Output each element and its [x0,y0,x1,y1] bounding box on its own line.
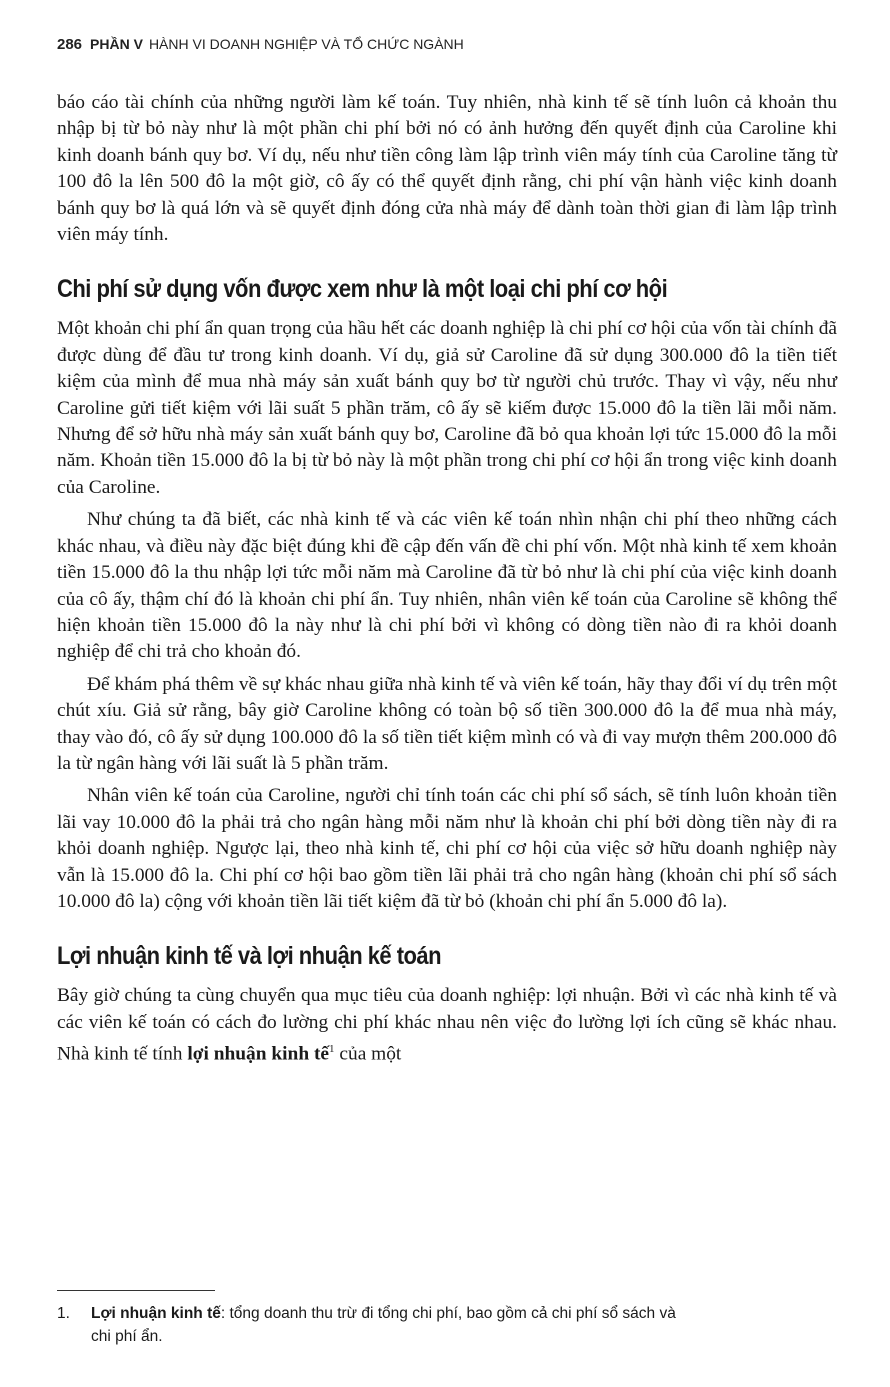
part-title: HÀNH VI DOANH NGHIỆP VÀ TỔ CHỨC NGÀNH [148,36,464,52]
term-economic-profit: lợi nhuận kinh tế [187,1043,330,1065]
footnote [57,1302,847,1348]
paragraph-4: Để khám phá thêm về sự khác nhau giữa nhà kinh tế và viên kế toán, hãy thay đổi ví dụ trên một chút xíu. Giả sử rằng, bây giờ Caroline không có toàn bộ số tiền 300.000 đô la để mua nhà máy, thay vào đó, cô ấy sử dụng 100.000 đô la số tiền tiết kiệm mình có và đi vay mượn thêm 200.000 đô la từ ngân hàng với lãi suất là 5 phần trăm. [57,673,837,774]
running-header [57,36,464,53]
part-label: PHẦN V [90,36,143,52]
paragraph-6 [57,983,837,1068]
section-heading-profit: Lợi nhuận kinh tế và lợi nhuận kế toán [57,942,442,971]
paragraph-6-text: Bây giờ chúng ta cùng chuyển qua mục tiêu của doanh nghiệp: lợi nhuận. Bởi vì các nhà kinh tế và các viên kế toán có cách đo lường chi phí khác nhau nên việc đo lường lợi ích cũng sẽ khác nhau. Nhà kinh tế tính [57,985,837,1065]
footnote-line-1 [57,1302,847,1325]
footnote-definition: : tổng doanh thu trừ đi tổng chi phí, bao gồm cả chi phí sổ sách và [220,1305,676,1322]
footnote-line-2: chi phí ẩn. [91,1328,163,1345]
footnote-divider [57,1290,215,1291]
footnote-term: Lợi nhuận kinh tế [91,1305,221,1322]
paragraph-5: Nhân viên kế toán của Caroline, người chỉ tính toán các chi phí sổ sách, sẽ tính luôn khoản tiền lãi vay 10.000 đô la phải trả cho ngân hàng mỗi năm như là khoản chi phí bởi dòng tiền này đi ra khỏi doanh nghiệp. Ngược lại, theo nhà kinh tế, chi phí cơ hội của việc sở hữu doanh nghiệp này vẫn là 15.000 đô la. Chi phí cơ hội bao gồm tiền lãi phải trả cho ngân hàng (khoản chi phí sổ sách 10.000 đô la) cộng với khoản tiền lãi tiết kiệm đã từ bỏ (khoản chi phí ẩn 5.000 đô la). [57,785,837,912]
section-heading-capital-cost: Chi phí sử dụng vốn được xem như là một loại chi phí cơ hội [57,275,668,304]
footnote-marker: 1 [329,1043,335,1056]
body-text [57,90,837,1074]
page-number: 286 [57,36,83,53]
paragraph-1: báo cáo tài chính của những người làm kế toán. Tuy nhiên, nhà kinh tế sẽ tính luôn cả khoản thu nhập bị từ bỏ này như là một phần chi phí bởi nó có ảnh hưởng đến quyết định của Caroline khi kinh doanh bánh quy bơ. Ví dụ, nếu như tiền công làm lập trình viên máy tính của Caroline tăng từ 100 đô la lên 500 đô la một giờ, cô ấy có thể quyết định rằng, chi phí vận hành việc kinh doanh bánh quy bơ là quá lớn và sẽ quyết định đóng cửa nhà máy để dành toàn thời gian đi làm lập trình viên máy tính. [57,92,837,246]
paragraph-2: Một khoản chi phí ẩn quan trọng của hầu hết các doanh nghiệp là chi phí cơ hội của vốn tài chính đã được dùng để đầu tư trong kinh doanh. Ví dụ, giả sử Caroline đã sử dụng 300.000 đô la tiền tiết kiệm của mình để mua nhà máy sản xuất bánh quy bơ từ người chủ trước. Thay vì vậy, nếu như Caroline gửi tiết kiệm với lãi suất 5 phần trăm, cô ấy sẽ kiếm được 15.000 đô la tiền lãi mỗi năm. Nhưng để sở hữu nhà máy sản xuất bánh quy bơ, Caroline đã bỏ qua khoản lợi tức 15.000 đô la mỗi năm. Khoản tiền 15.000 đô la bị từ bỏ này là một phần trong chi phí cơ hội ẩn trong việc kinh doanh của Caroline. [57,318,837,498]
footnote-number: 1. [57,1305,70,1322]
paragraph-6-end: của một [334,1043,402,1065]
paragraph-3: Như chúng ta đã biết, các nhà kinh tế và các viên kế toán nhìn nhận chi phí theo những cách khác nhau, và điều này đặc biệt đúng khi đề cập đến vấn đề chi phí vốn. Một nhà kinh tế xem khoản tiền 15.000 đô la thu nhập lợi tức mỗi năm mà Caroline đã từ bỏ như là chi phí của việc kinh doanh của cô ấy, thậm chí đó là khoản chi phí ẩn. Tuy nhiên, nhân viên kế toán của Caroline sẽ không thể hiện khoản tiền 15.000 đô la này như là chi phí bởi vì không có dòng tiền nào đi ra khỏi doanh nghiệp để chi trả cho khoản đó. [57,509,837,663]
